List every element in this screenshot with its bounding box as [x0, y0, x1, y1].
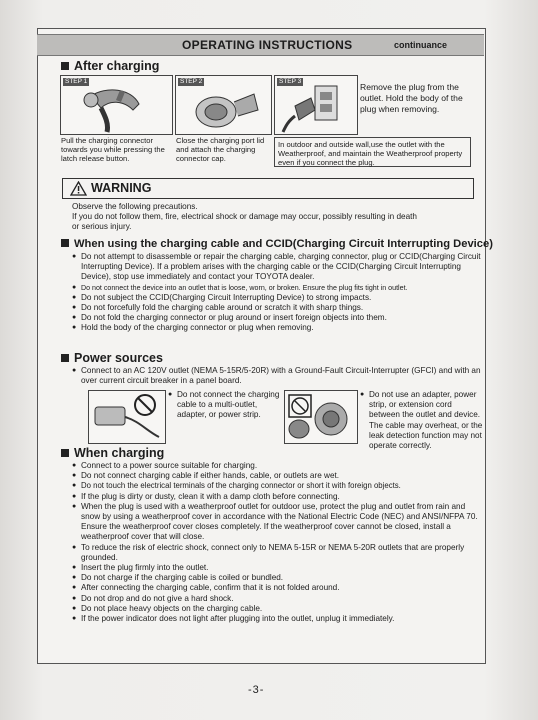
adapter-illustration [284, 390, 358, 444]
step3-caption: Remove the plug from the outlet. Hold the body of the plug when removing. [360, 82, 463, 114]
list-item: ● Do not attempt to disassemble or repair the charging cable, charging connector, plug or CCID(Charging Circuit Interrupting Device). If a problem arises with the charging cable or the CCID(Charging Circuit Interrupting Device), stop use immediately and contact your TOYOTA dealer. [72, 252, 484, 283]
square-bullet-icon [61, 354, 69, 362]
step3-illustration [274, 75, 358, 135]
list-item: ● Do not subject the CCID(Charging Circuit Interrupting Device) to strong impacts. [72, 293, 484, 303]
list-item: ● Do not place heavy objects on the charging cable. [72, 604, 484, 614]
step2-caption: Close the charging port lid and attach the charging connector cap. [176, 136, 265, 163]
warning-intro-line: If you do not follow them, fire, electrical shock or damage may occur, possibly resulting in death [72, 212, 417, 222]
step2-illustration [175, 75, 272, 135]
list-item: ● Do not drop and do not give a hard shock. [72, 594, 484, 604]
multi-outlet-note: ● Do not connect the charging cable to a multi-outlet, adapter, or power strip. [168, 390, 283, 421]
list-item: ● Insert the plug firmly into the outlet. [72, 563, 484, 573]
warning-triangle-icon [70, 181, 87, 196]
square-bullet-icon [61, 239, 69, 247]
list-item: ● Do not charge if the charging cable is coiled or bundled. [72, 573, 484, 583]
warning-intro-line: Observe the following precautions. [72, 202, 198, 211]
square-bullet-icon [61, 62, 69, 70]
list-item: ● Do not forcefully fold the charging cable around or scratch it with sharp things. [72, 303, 484, 313]
list-item: ● After connecting the charging cable, confirm that it is not folded around. [72, 583, 484, 593]
list-item: ● To reduce the risk of electric shock, connect only to NEMA 5-15R or NEMA 5-20R outlets that are properly grounded. [72, 543, 484, 563]
when-charging-list [72, 461, 484, 624]
list-item: ● Connect to an AC 120V outlet (NEMA 5-15R/5-20R) with a Ground-Fault Circuit-Interrupter (GFCI) and with an over current circuit breaker in a panel board. [72, 366, 484, 386]
multi-outlet-illustration [88, 390, 166, 444]
page-title: OPERATING INSTRUCTIONS [182, 38, 353, 52]
power-sources-heading: Power sources [61, 351, 163, 365]
step3-tag: STEP 3 [279, 78, 302, 85]
power-sources-item [72, 366, 484, 386]
step1-caption: Pull the charging connector towards you while pressing the latch release button. [61, 136, 165, 163]
page-number: -3- [248, 684, 265, 696]
list-item: ● Do not fold the charging connector or plug around or insert foreign objects into them. [72, 313, 484, 323]
section-header [37, 34, 484, 56]
after-charging-heading: After charging [61, 59, 159, 73]
no-adapter-icon [285, 391, 357, 443]
cable-section-heading: When using the charging cable and CCID(Charging Circuit Interrupting Device) [61, 238, 493, 250]
warning-intro-line: or serious injury. [72, 222, 132, 232]
list-item: ● Hold the body of the charging connector or plug when removing. [72, 323, 484, 333]
list-item: ● When the plug is used with a weatherproof outlet for outdoor use, protect the plug and outlet from rain and snow by using a weatherproof cover in accordance with the National Electric Code (NEC) and ANSI/NFPA 70. Ensure the weatherproof cover closes completely. If the weatherproof cover cannot be closed, install a weatherproof cover that will close. [72, 502, 484, 543]
list-item: ● Do not connect the device into an outlet that is loose, worn, or broken. Ensure the plug fits tight in outlet. [72, 283, 484, 293]
warning-box [62, 178, 474, 199]
warning-label: WARNING [91, 181, 152, 195]
weatherproof-note: In outdoor and outside wall,use the outlet with the Weatherproof, and maintain the Weatherproof property even if you connect the plug. [274, 137, 471, 167]
continuance-label: continuance [394, 40, 448, 50]
list-item: ● If the power indicator does not light after plugging into the outlet, unplug it immediately. [72, 614, 484, 624]
step1-tag: STEP 1 [65, 78, 88, 85]
adapter-note: ● Do not use an adapter, power strip, or extension cord between the outlet and device. The cable may overheat, or the leak detection function may not operate correctly. [360, 390, 484, 451]
step2-tag: STEP 2 [180, 78, 203, 85]
step1-illustration [60, 75, 173, 135]
list-item: ● Connect to a power source suitable for charging. [72, 461, 484, 471]
no-multi-outlet-icon [89, 391, 165, 443]
warning-intro [72, 202, 482, 233]
list-item: ● Do not connect charging cable if either hands, cable, or outlets are wet. [72, 471, 484, 481]
cable-section-list [72, 252, 484, 334]
square-bullet-icon [61, 449, 69, 457]
when-charging-heading: When charging [61, 446, 164, 460]
list-item: ● If the plug is dirty or dusty, clean it with a damp cloth before connecting. [72, 492, 484, 502]
list-item: ● Do not touch the electrical terminals of the charging connector or short it with foreign objects. [72, 481, 484, 491]
